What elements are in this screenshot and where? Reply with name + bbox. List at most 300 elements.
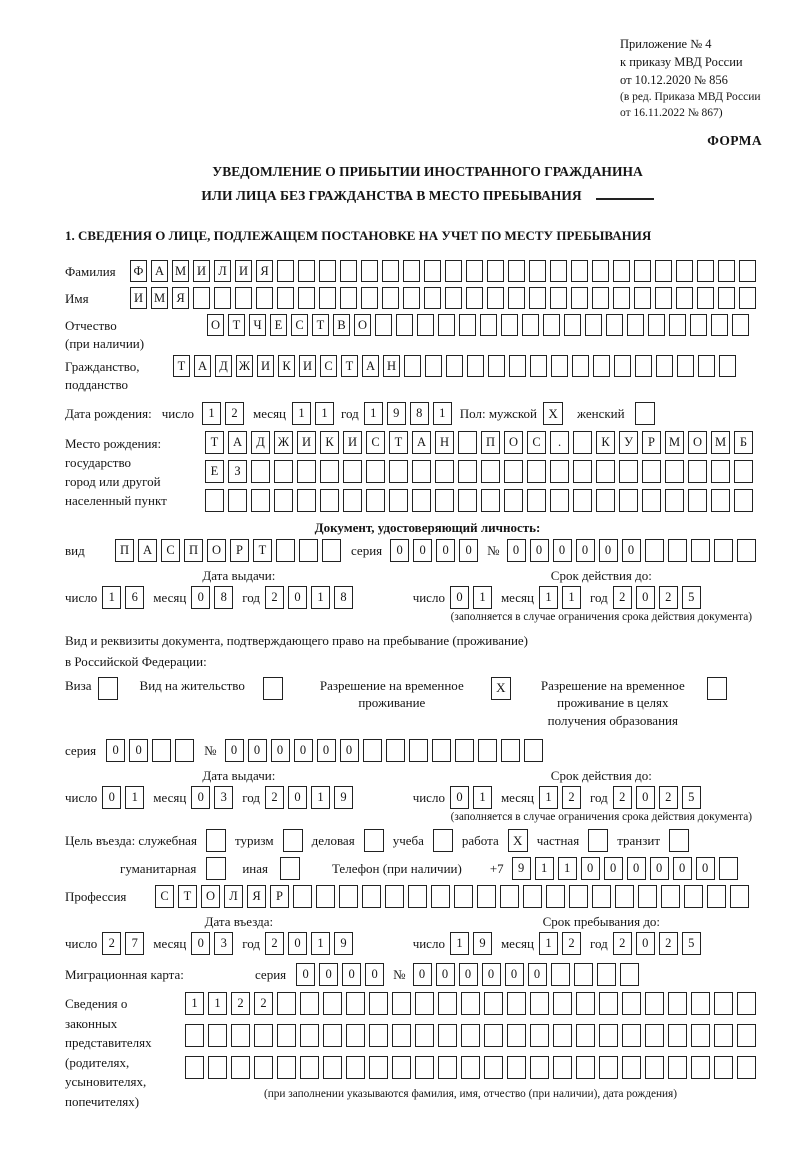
char-cell[interactable] <box>481 460 500 483</box>
char-cell[interactable]: 1 <box>102 586 121 609</box>
char-cell[interactable]: 0 <box>191 932 210 955</box>
char-cell[interactable] <box>509 355 526 377</box>
char-cell[interactable] <box>298 287 315 309</box>
char-cell[interactable] <box>691 539 710 562</box>
char-cell[interactable]: 1 <box>315 402 334 425</box>
char-cell[interactable]: Р <box>230 539 249 562</box>
char-cell[interactable] <box>597 963 616 986</box>
char-cell[interactable] <box>477 885 496 908</box>
char-cell[interactable] <box>403 260 420 282</box>
char-cell[interactable]: 6 <box>125 586 144 609</box>
char-cell[interactable] <box>343 460 362 483</box>
char-cell[interactable] <box>718 260 735 282</box>
char-cell[interactable] <box>369 1024 388 1047</box>
char-cell[interactable] <box>691 992 710 1015</box>
permit-issue-day[interactable] <box>102 786 144 809</box>
char-cell[interactable]: Я <box>247 885 266 908</box>
char-cell[interactable] <box>714 1024 733 1047</box>
char-cell[interactable] <box>274 489 293 512</box>
char-cell[interactable]: 0 <box>288 586 307 609</box>
birth-month-field[interactable] <box>292 402 334 425</box>
char-cell[interactable] <box>389 460 408 483</box>
char-cell[interactable]: 0 <box>106 739 125 762</box>
birth-day-field[interactable] <box>202 402 244 425</box>
char-cell[interactable] <box>466 260 483 282</box>
char-cell[interactable] <box>508 287 525 309</box>
char-cell[interactable] <box>645 1056 664 1079</box>
char-cell[interactable]: 1 <box>539 586 558 609</box>
char-cell[interactable]: Т <box>228 314 245 336</box>
char-cell[interactable]: 2 <box>562 932 581 955</box>
char-cell[interactable]: В <box>333 314 350 336</box>
char-cell[interactable] <box>638 885 657 908</box>
char-cell[interactable]: 5 <box>682 586 701 609</box>
char-cell[interactable]: П <box>115 539 134 562</box>
char-cell[interactable]: 2 <box>613 786 632 809</box>
char-cell[interactable]: 0 <box>622 539 641 562</box>
char-cell[interactable] <box>487 260 504 282</box>
char-cell[interactable] <box>488 355 505 377</box>
char-cell[interactable] <box>415 992 434 1015</box>
char-cell[interactable] <box>730 885 749 908</box>
char-cell[interactable] <box>323 1056 342 1079</box>
doc-series-field[interactable] <box>390 539 478 562</box>
char-cell[interactable]: О <box>207 314 224 336</box>
purpose-tourism-checkbox[interactable] <box>283 829 303 852</box>
char-cell[interactable] <box>592 885 611 908</box>
char-cell[interactable]: М <box>151 287 168 309</box>
char-cell[interactable] <box>613 287 630 309</box>
char-cell[interactable]: С <box>155 885 174 908</box>
char-cell[interactable] <box>656 355 673 377</box>
char-cell[interactable]: 1 <box>539 932 558 955</box>
surname-field[interactable] <box>130 260 756 282</box>
char-cell[interactable] <box>231 1024 250 1047</box>
char-cell[interactable] <box>458 460 477 483</box>
char-cell[interactable] <box>208 1056 227 1079</box>
stay-day[interactable] <box>450 932 492 955</box>
char-cell[interactable] <box>564 314 581 336</box>
char-cell[interactable]: 2 <box>613 586 632 609</box>
char-cell[interactable] <box>478 739 497 762</box>
char-cell[interactable] <box>438 1024 457 1047</box>
char-cell[interactable]: А <box>412 431 431 454</box>
char-cell[interactable] <box>323 1024 342 1047</box>
purpose-other-checkbox[interactable] <box>280 857 300 880</box>
char-cell[interactable] <box>507 1056 526 1079</box>
char-cell[interactable]: 0 <box>296 963 315 986</box>
char-cell[interactable] <box>340 260 357 282</box>
char-cell[interactable]: 0 <box>102 786 121 809</box>
char-cell[interactable] <box>501 739 520 762</box>
char-cell[interactable]: Я <box>172 287 189 309</box>
char-cell[interactable] <box>504 460 523 483</box>
purpose-transit-checkbox[interactable] <box>669 829 689 852</box>
char-cell[interactable] <box>668 1056 687 1079</box>
char-cell[interactable]: Д <box>251 431 270 454</box>
char-cell[interactable]: 5 <box>682 786 701 809</box>
char-cell[interactable] <box>572 355 589 377</box>
char-cell[interactable]: И <box>130 287 147 309</box>
char-cell[interactable] <box>599 1024 618 1047</box>
id-valid-year[interactable] <box>613 586 701 609</box>
char-cell[interactable] <box>484 1056 503 1079</box>
char-cell[interactable] <box>550 489 569 512</box>
char-cell[interactable] <box>668 1024 687 1047</box>
char-cell[interactable]: 0 <box>191 586 210 609</box>
id-issue-year[interactable] <box>265 586 353 609</box>
char-cell[interactable] <box>530 1024 549 1047</box>
char-cell[interactable] <box>409 739 428 762</box>
char-cell[interactable]: Т <box>253 539 272 562</box>
char-cell[interactable] <box>615 885 634 908</box>
char-cell[interactable] <box>276 539 295 562</box>
char-cell[interactable]: Р <box>642 431 661 454</box>
birthplace-row2-field[interactable] <box>205 460 753 483</box>
purpose-humanitarian-checkbox[interactable] <box>206 857 226 880</box>
permit-issue-month[interactable] <box>191 786 233 809</box>
char-cell[interactable]: 2 <box>562 786 581 809</box>
char-cell[interactable] <box>645 539 664 562</box>
char-cell[interactable]: 1 <box>208 992 227 1015</box>
char-cell[interactable]: Д <box>215 355 232 377</box>
char-cell[interactable]: 1 <box>364 402 383 425</box>
representatives-row2-field[interactable] <box>185 1024 756 1047</box>
char-cell[interactable] <box>668 992 687 1015</box>
char-cell[interactable] <box>467 355 484 377</box>
char-cell[interactable] <box>634 260 651 282</box>
char-cell[interactable]: 2 <box>659 786 678 809</box>
char-cell[interactable] <box>573 489 592 512</box>
char-cell[interactable]: 2 <box>265 932 284 955</box>
char-cell[interactable] <box>256 287 273 309</box>
char-cell[interactable] <box>550 460 569 483</box>
char-cell[interactable] <box>669 314 686 336</box>
char-cell[interactable] <box>431 885 450 908</box>
char-cell[interactable] <box>734 460 753 483</box>
char-cell[interactable]: 0 <box>191 786 210 809</box>
char-cell[interactable] <box>527 460 546 483</box>
char-cell[interactable] <box>645 992 664 1015</box>
char-cell[interactable]: 7 <box>125 932 144 955</box>
char-cell[interactable] <box>569 885 588 908</box>
stay-month[interactable] <box>539 932 581 955</box>
char-cell[interactable] <box>596 489 615 512</box>
char-cell[interactable]: П <box>184 539 203 562</box>
char-cell[interactable] <box>415 1056 434 1079</box>
char-cell[interactable] <box>438 1056 457 1079</box>
char-cell[interactable] <box>576 1056 595 1079</box>
char-cell[interactable] <box>369 992 388 1015</box>
char-cell[interactable]: 5 <box>682 932 701 955</box>
char-cell[interactable] <box>361 287 378 309</box>
char-cell[interactable]: 1 <box>562 586 581 609</box>
char-cell[interactable] <box>648 314 665 336</box>
char-cell[interactable]: 0 <box>248 739 267 762</box>
char-cell[interactable]: Т <box>205 431 224 454</box>
char-cell[interactable] <box>676 287 693 309</box>
char-cell[interactable]: С <box>320 355 337 377</box>
char-cell[interactable] <box>346 992 365 1015</box>
char-cell[interactable] <box>665 489 684 512</box>
char-cell[interactable]: 2 <box>102 932 121 955</box>
char-cell[interactable] <box>375 314 392 336</box>
temp-residence-checkbox[interactable]: X <box>491 677 511 700</box>
char-cell[interactable]: 0 <box>413 539 432 562</box>
char-cell[interactable]: 1 <box>539 786 558 809</box>
char-cell[interactable]: 1 <box>433 402 452 425</box>
char-cell[interactable]: 1 <box>202 402 221 425</box>
char-cell[interactable]: 0 <box>436 963 455 986</box>
char-cell[interactable] <box>620 963 639 986</box>
char-cell[interactable]: Б <box>734 431 753 454</box>
citizenship-field[interactable] <box>173 355 736 377</box>
char-cell[interactable] <box>668 539 687 562</box>
char-cell[interactable]: О <box>688 431 707 454</box>
char-cell[interactable]: Ф <box>130 260 147 282</box>
char-cell[interactable] <box>551 355 568 377</box>
char-cell[interactable] <box>322 539 341 562</box>
entry-month[interactable] <box>191 932 233 955</box>
char-cell[interactable] <box>251 489 270 512</box>
char-cell[interactable] <box>339 885 358 908</box>
char-cell[interactable] <box>550 287 567 309</box>
char-cell[interactable] <box>369 1056 388 1079</box>
char-cell[interactable] <box>412 489 431 512</box>
char-cell[interactable]: 0 <box>288 786 307 809</box>
char-cell[interactable] <box>343 489 362 512</box>
char-cell[interactable] <box>366 460 385 483</box>
id-issue-day[interactable] <box>102 586 144 609</box>
char-cell[interactable] <box>403 287 420 309</box>
char-cell[interactable] <box>392 992 411 1015</box>
char-cell[interactable] <box>340 287 357 309</box>
char-cell[interactable]: С <box>366 431 385 454</box>
char-cell[interactable]: 0 <box>390 539 409 562</box>
char-cell[interactable] <box>320 460 339 483</box>
char-cell[interactable] <box>319 260 336 282</box>
char-cell[interactable] <box>592 260 609 282</box>
char-cell[interactable] <box>417 314 434 336</box>
char-cell[interactable] <box>346 1056 365 1079</box>
char-cell[interactable] <box>277 260 294 282</box>
char-cell[interactable]: 0 <box>288 932 307 955</box>
migcard-series-field[interactable] <box>296 963 384 986</box>
char-cell[interactable] <box>571 260 588 282</box>
birthplace-row3-field[interactable] <box>205 489 753 512</box>
char-cell[interactable]: 0 <box>553 539 572 562</box>
char-cell[interactable] <box>691 1056 710 1079</box>
char-cell[interactable]: 0 <box>413 963 432 986</box>
residence-permit-checkbox[interactable] <box>263 677 283 700</box>
char-cell[interactable]: 2 <box>265 586 284 609</box>
char-cell[interactable]: Я <box>256 260 273 282</box>
char-cell[interactable]: М <box>172 260 189 282</box>
profession-field[interactable] <box>155 885 749 908</box>
char-cell[interactable] <box>389 489 408 512</box>
char-cell[interactable]: 1 <box>473 586 492 609</box>
char-cell[interactable]: 0 <box>636 786 655 809</box>
char-cell[interactable] <box>737 1056 756 1079</box>
char-cell[interactable] <box>642 489 661 512</box>
char-cell[interactable] <box>445 287 462 309</box>
char-cell[interactable] <box>435 489 454 512</box>
char-cell[interactable] <box>507 1024 526 1047</box>
char-cell[interactable] <box>507 992 526 1015</box>
char-cell[interactable]: . <box>550 431 569 454</box>
char-cell[interactable] <box>382 260 399 282</box>
char-cell[interactable]: 0 <box>450 786 469 809</box>
char-cell[interactable]: З <box>228 460 247 483</box>
char-cell[interactable] <box>481 489 500 512</box>
char-cell[interactable] <box>551 963 570 986</box>
char-cell[interactable]: Т <box>312 314 329 336</box>
char-cell[interactable]: 2 <box>613 932 632 955</box>
char-cell[interactable] <box>523 885 542 908</box>
doc-number-field[interactable] <box>507 539 756 562</box>
char-cell[interactable]: 0 <box>530 539 549 562</box>
char-cell[interactable] <box>606 314 623 336</box>
char-cell[interactable]: И <box>297 431 316 454</box>
char-cell[interactable]: 0 <box>650 857 669 880</box>
char-cell[interactable] <box>323 992 342 1015</box>
char-cell[interactable]: 0 <box>576 539 595 562</box>
permit-issue-year[interactable] <box>265 786 353 809</box>
char-cell[interactable]: 1 <box>311 586 330 609</box>
char-cell[interactable] <box>619 460 638 483</box>
char-cell[interactable] <box>424 287 441 309</box>
char-cell[interactable] <box>298 260 315 282</box>
representatives-row1-field[interactable] <box>185 992 756 1015</box>
char-cell[interactable] <box>316 885 335 908</box>
char-cell[interactable]: Е <box>270 314 287 336</box>
char-cell[interactable]: 0 <box>294 739 313 762</box>
char-cell[interactable]: 0 <box>271 739 290 762</box>
char-cell[interactable]: Л <box>214 260 231 282</box>
char-cell[interactable]: 2 <box>265 786 284 809</box>
char-cell[interactable] <box>254 1024 273 1047</box>
char-cell[interactable] <box>627 314 644 336</box>
char-cell[interactable] <box>593 355 610 377</box>
char-cell[interactable]: Т <box>389 431 408 454</box>
char-cell[interactable]: 9 <box>334 786 353 809</box>
char-cell[interactable] <box>297 489 316 512</box>
char-cell[interactable]: 0 <box>673 857 692 880</box>
migcard-number-field[interactable] <box>413 963 639 986</box>
char-cell[interactable] <box>300 1024 319 1047</box>
char-cell[interactable] <box>698 355 715 377</box>
purpose-work-checkbox[interactable]: X <box>508 829 528 852</box>
char-cell[interactable]: Т <box>178 885 197 908</box>
char-cell[interactable]: 1 <box>473 786 492 809</box>
char-cell[interactable]: 0 <box>317 739 336 762</box>
char-cell[interactable] <box>622 992 641 1015</box>
char-cell[interactable] <box>732 314 749 336</box>
char-cell[interactable] <box>711 314 728 336</box>
char-cell[interactable] <box>592 287 609 309</box>
char-cell[interactable]: 3 <box>214 786 233 809</box>
char-cell[interactable] <box>690 314 707 336</box>
char-cell[interactable]: 0 <box>599 539 618 562</box>
char-cell[interactable]: 0 <box>459 963 478 986</box>
char-cell[interactable] <box>458 431 477 454</box>
char-cell[interactable]: 1 <box>311 786 330 809</box>
char-cell[interactable]: Н <box>435 431 454 454</box>
char-cell[interactable]: С <box>527 431 546 454</box>
char-cell[interactable] <box>737 1024 756 1047</box>
char-cell[interactable]: А <box>362 355 379 377</box>
char-cell[interactable] <box>277 1024 296 1047</box>
char-cell[interactable] <box>480 314 497 336</box>
char-cell[interactable] <box>412 460 431 483</box>
char-cell[interactable] <box>711 460 730 483</box>
char-cell[interactable]: 0 <box>459 539 478 562</box>
char-cell[interactable]: А <box>194 355 211 377</box>
char-cell[interactable] <box>576 1024 595 1047</box>
char-cell[interactable] <box>408 885 427 908</box>
char-cell[interactable] <box>553 1056 572 1079</box>
char-cell[interactable] <box>500 885 519 908</box>
char-cell[interactable] <box>361 260 378 282</box>
char-cell[interactable] <box>277 1056 296 1079</box>
char-cell[interactable] <box>300 1056 319 1079</box>
char-cell[interactable] <box>254 1056 273 1079</box>
char-cell[interactable] <box>599 992 618 1015</box>
permit-number-field[interactable] <box>225 739 543 762</box>
char-cell[interactable] <box>386 739 405 762</box>
char-cell[interactable]: 0 <box>450 586 469 609</box>
char-cell[interactable]: 1 <box>292 402 311 425</box>
char-cell[interactable] <box>530 992 549 1015</box>
char-cell[interactable]: 2 <box>659 586 678 609</box>
char-cell[interactable]: Т <box>173 355 190 377</box>
char-cell[interactable]: 0 <box>342 963 361 986</box>
sex-male-checkbox[interactable]: X <box>543 402 563 425</box>
char-cell[interactable] <box>385 885 404 908</box>
char-cell[interactable] <box>529 287 546 309</box>
char-cell[interactable] <box>445 260 462 282</box>
char-cell[interactable]: К <box>278 355 295 377</box>
char-cell[interactable]: И <box>343 431 362 454</box>
char-cell[interactable] <box>697 260 714 282</box>
char-cell[interactable]: И <box>257 355 274 377</box>
char-cell[interactable] <box>684 885 703 908</box>
birth-year-field[interactable] <box>364 402 452 425</box>
char-cell[interactable] <box>425 355 442 377</box>
char-cell[interactable]: Ж <box>236 355 253 377</box>
char-cell[interactable]: 1 <box>535 857 554 880</box>
char-cell[interactable]: О <box>201 885 220 908</box>
purpose-business-checkbox[interactable] <box>364 829 384 852</box>
char-cell[interactable]: Л <box>224 885 243 908</box>
char-cell[interactable]: М <box>711 431 730 454</box>
char-cell[interactable] <box>362 885 381 908</box>
char-cell[interactable] <box>382 287 399 309</box>
char-cell[interactable] <box>642 460 661 483</box>
char-cell[interactable] <box>613 260 630 282</box>
char-cell[interactable] <box>585 314 602 336</box>
char-cell[interactable]: С <box>161 539 180 562</box>
char-cell[interactable]: А <box>228 431 247 454</box>
char-cell[interactable] <box>208 1024 227 1047</box>
char-cell[interactable] <box>300 992 319 1015</box>
char-cell[interactable]: 0 <box>581 857 600 880</box>
char-cell[interactable]: 0 <box>319 963 338 986</box>
char-cell[interactable] <box>714 992 733 1015</box>
char-cell[interactable] <box>739 287 756 309</box>
char-cell[interactable]: И <box>299 355 316 377</box>
char-cell[interactable]: 0 <box>436 539 455 562</box>
